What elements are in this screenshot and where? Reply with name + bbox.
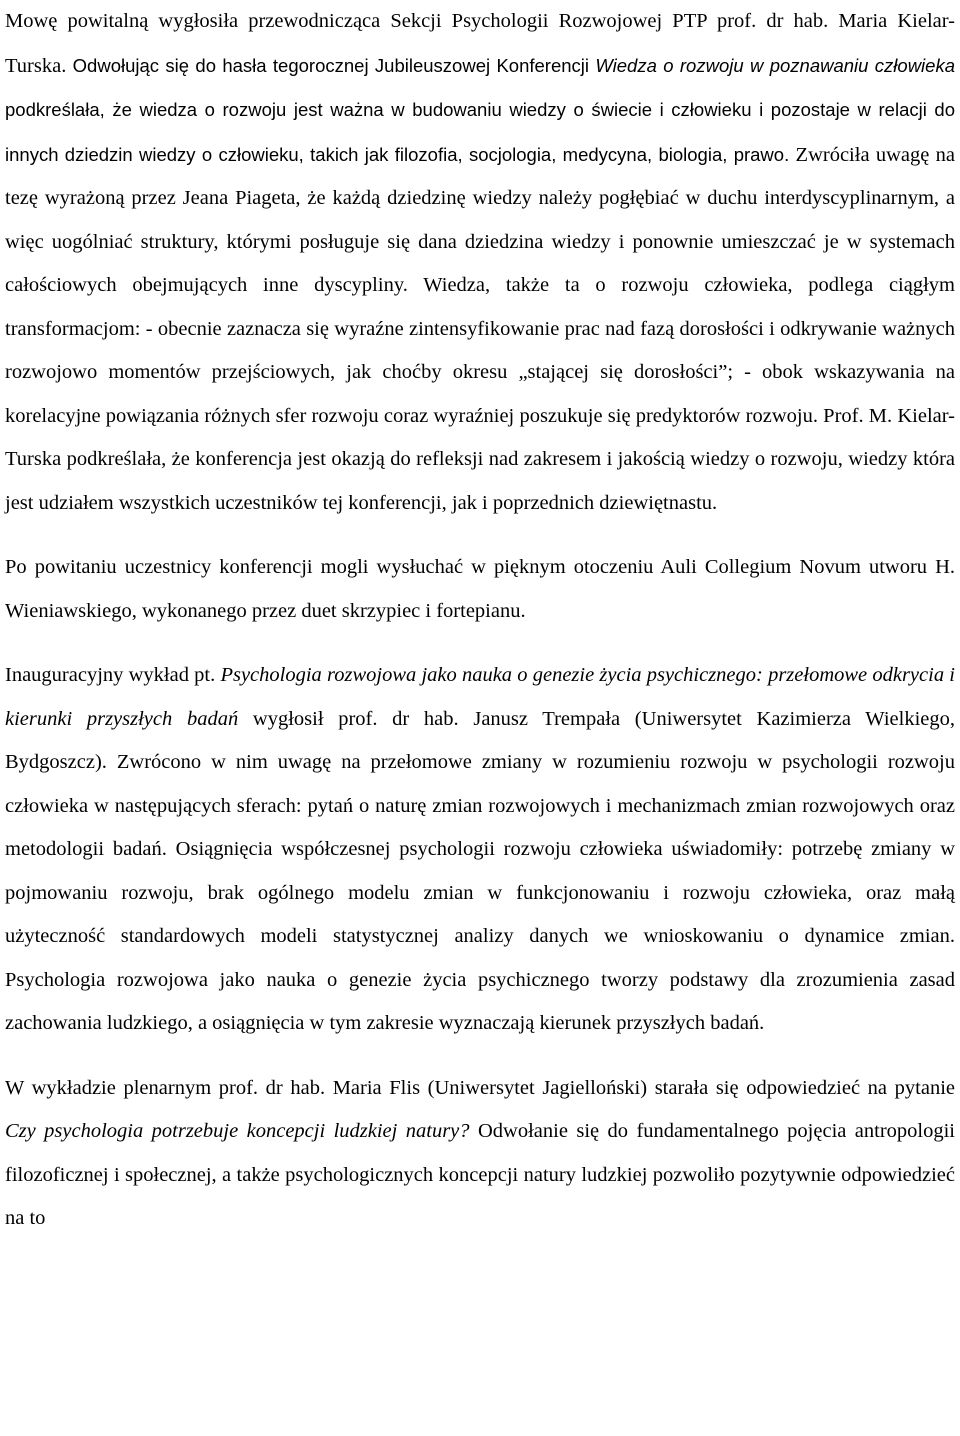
- paragraph-plenary-lecture: [5, 1067, 955, 1241]
- lecture-title: Czy psychologia potrzebuje koncepcji ludzkiej natury?: [5, 1120, 470, 1142]
- conference-motto: Wiedza o rozwoju w poznawaniu człowieka: [595, 54, 955, 76]
- paragraph-inaugural-lecture: [5, 654, 955, 1046]
- document-page: [5, 0, 955, 1262]
- text-segment: wygłosił prof. dr hab. Janusz Trempała (Uniwersytet Kazimierza Wielkiego, Bydgoszcz). Zwrócono w nim uwagę na przełomowe zmiany w rozumieniu rozwoju w psychologii rozwoju człowieka w następujących sferach: pytań o naturę zmian rozwojowych i mechanizmach zmian rozwojowych oraz metodologii badań. Osiągnięcia współczesnej psychologii rozwoju człowieka uświadomiły: potrzebę zmiany w pojmowaniu rozwoju, brak ogólnego modelu zmian w funkcjonowaniu i rozwoju człowieka, oraz małą użyteczność standardowych modeli statystycznej analizy danych we wnioskowaniu o dynamice zmian. Psychologia rozwojowa jako nauka o genezie życia psychicznego tworzy podstawy dla zrozumienia zasad zachowania ludzkiego, a osiągnięcia w tym zakresie wyznaczają kierunek przyszłych badań.: [5, 707, 955, 1034]
- text-segment: Inauguracyjny wykład pt.: [5, 664, 221, 686]
- text-segment: podkreślała, że wiedza o rozwoju jest ważna w budowaniu wiedzy o świecie i człowieku i pozostaje w relacji do innych dziedzin wiedzy o człowieku, takich jak filozofia, socjologia, medycyna, biologia, prawo.: [5, 99, 955, 165]
- text-segment: W wykładzie plenarnym prof. dr hab. Maria Flis (Uniwersytet Jagielloński) starała się odpowiedzieć na pytanie: [5, 1076, 955, 1099]
- paragraph-welcome-speech: [5, 0, 955, 525]
- paragraph-music: [5, 546, 955, 633]
- text-segment: Po powitaniu uczestnicy konferencji mogli wysłuchać w pięknym otoczeniu Auli Collegium Novum utworu H. Wieniawskiego, wykonanego przez duet skrzypiec i fortepianu.: [5, 556, 955, 622]
- lecture-title: Psychologia rozwojowa jako nauka o genezie życia psychicznego: przełomowe odkrycia i kierunki przyszłych badań: [5, 664, 955, 730]
- text-segment: Zwróciła uwagę na tezę wyrażoną przez Jeana Piageta, że każdą dziedzinę wiedzy należy pogłębiać w duchu interdyscyplinarnym, a więc uogólniać struktury, którymi posługuje się dana dziedzina wiedzy i ponownie umieszczać je w systemach całościowych obejmujących inne dyscypliny. Wiedza, także ta o rozwoju człowieka, podlega ciągłym transformacjom: - obecnie zaznacza się wyraźne zintensyfikowanie prac nad fazą dorosłości i odkrywanie ważnych rozwojowo momentów przejściowych, jak choćby okresu „stającej się dorosłości”; - obok wskazywania na korelacyjne powiązania różnych sfer rozwoju coraz wyraźniej poszukuje się predyktorów rozwoju. Prof. M. Kielar-Turska podkreślała, że konferencja jest okazją do refleksji nad zakresem i jakością wiedzy o rozwoju, wiedzy która jest udziałem wszystkich uczestników tej konferencji, jak i poprzednich dziewiętnastu.: [5, 143, 956, 514]
- text-segment: Odwołując się do hasła tegorocznej Jubileuszowej Konferencji: [72, 54, 596, 76]
- text-segment: Odwołanie się do fundamentalnego pojęcia antropologii filozoficznej i społecznej, a także psychologicznych koncepcji natury ludzkiej pozwoliło pozytywnie odpowiedzieć na to: [5, 1120, 955, 1229]
- text-segment: Mowę powitalną wygłosiła przewodnicząca Sekcji Psychologii Rozwojowej PTP prof. dr hab. Maria Kielar-Turska.: [5, 10, 955, 77]
